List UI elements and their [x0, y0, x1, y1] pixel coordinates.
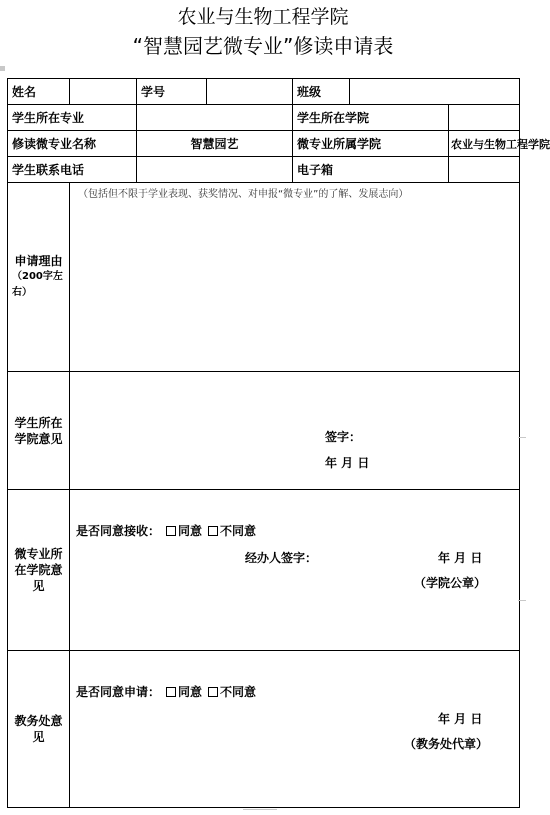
class-field[interactable]: [350, 79, 520, 105]
class-label: 班级: [293, 79, 350, 105]
margin-marker: [0, 66, 5, 71]
major-label: 学生所在专业: [8, 105, 137, 131]
micro-major-value: 智慧园艺: [137, 131, 293, 157]
college-field[interactable]: [449, 105, 520, 131]
micro-college-opinion-label: 微专业所在学院意见: [8, 490, 70, 651]
micro-college-opinion[interactable]: [70, 490, 520, 651]
office-agree-checkbox[interactable]: [166, 687, 176, 697]
office-disagree-checkbox[interactable]: [208, 687, 218, 697]
office-agree-label: 同意: [178, 685, 203, 699]
reason-label-cell: [8, 183, 70, 372]
reason-sub-label: （200字左右）: [12, 271, 63, 298]
student-id-label: 学号: [137, 79, 207, 105]
application-form: [7, 78, 550, 807]
student-college-sign-label: 签字：: [325, 430, 362, 444]
agree-label: 同意: [178, 524, 203, 538]
academic-office-opinion[interactable]: [70, 651, 520, 808]
name-field[interactable]: [70, 79, 137, 105]
micro-college-sign-label: 经办人签字：: [245, 551, 318, 565]
reason-hint: （包括但不限于学业表现、获奖情况、对申报“微专业”的了解、发展志向）: [78, 189, 409, 200]
micro-college-question-text: 是否同意接收：: [76, 524, 161, 538]
academic-office-question: [76, 683, 256, 700]
micro-college-date: 年 月 日: [438, 551, 483, 565]
college-label: 学生所在学院: [293, 105, 449, 131]
academic-office-seal: （教务处代章）: [404, 737, 489, 751]
disagree-checkbox[interactable]: [208, 526, 218, 536]
micro-college-label: 微专业所属学院: [293, 131, 449, 157]
student-id-field[interactable]: [207, 79, 293, 105]
micro-college-value: 农业与生物工程学院: [449, 131, 520, 157]
agree-checkbox[interactable]: [166, 526, 176, 536]
phone-field[interactable]: [137, 157, 293, 183]
micro-college-question: [76, 522, 256, 539]
student-college-opinion[interactable]: [70, 372, 520, 490]
micro-major-label: 修读微专业名称: [8, 131, 137, 157]
form-title-line1: 农业与生物工程学院: [177, 6, 349, 28]
student-college-label: 学生所在学院意见: [8, 372, 70, 490]
student-college-date: 年 月 日: [325, 456, 370, 470]
phone-label: 学生联系电话: [8, 157, 137, 183]
margin-marker: [243, 809, 277, 810]
reason-label: 申请理由: [14, 254, 63, 268]
academic-office-question-text: 是否同意申请：: [76, 685, 161, 699]
email-field[interactable]: [449, 157, 520, 183]
major-field[interactable]: [137, 105, 293, 131]
disagree-label: 不同意: [220, 524, 257, 538]
email-label: 电子箱: [293, 157, 449, 183]
reason-field[interactable]: [70, 183, 520, 372]
margin-marker: [518, 600, 526, 601]
office-disagree-label: 不同意: [220, 685, 257, 699]
name-label: 姓名: [8, 79, 70, 105]
academic-office-date: 年 月 日: [438, 712, 483, 726]
form-title-line2: “智慧园艺微专业”修读申请表: [132, 34, 394, 58]
micro-college-seal: （学院公章）: [414, 576, 487, 590]
margin-marker: [518, 437, 526, 438]
academic-office-label: 教务处意见: [8, 651, 70, 808]
